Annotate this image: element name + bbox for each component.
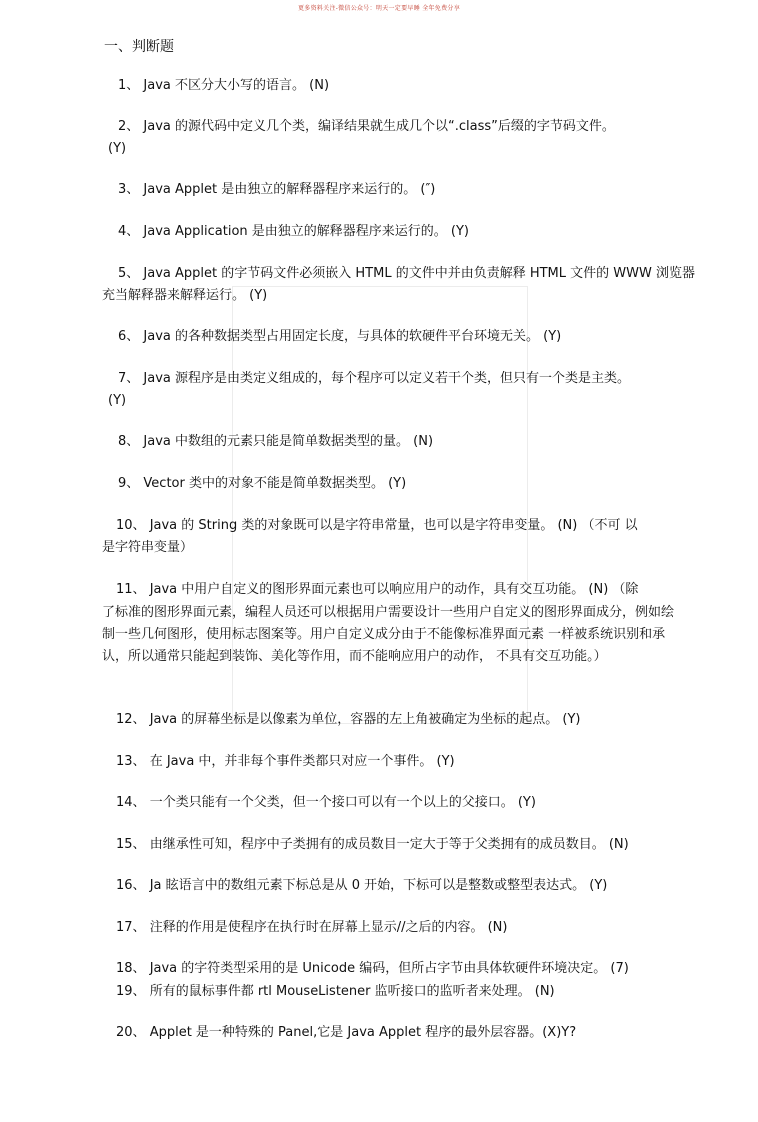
question-number: 11、 [116,582,146,597]
question-20 [116,1023,576,1043]
question-text: Java 的源代码中定义几个类，编译结果就生成几个以“.class”后缀的字节码文件。 [143,119,615,134]
question-10 [116,516,638,536]
question-number: 13、 [116,754,146,769]
question-text: Java 中用户自定义的图形界面元素也可以响应用户的动作，具有交互功能。 (N) （除 [149,582,639,597]
question-number: 15、 [116,837,146,852]
question-9 [118,474,406,494]
question-5 [118,264,695,284]
question-text: Java 不区分大小写的语言。 (N) [143,78,330,93]
question-text: Java 的屏幕坐标是以像素为单位，容器的左上角被确定为坐标的起点。 (Y) [149,712,581,727]
question-12 [116,710,581,730]
question-text: 一个类只能有一个父类，但一个接口可以有一个以上的父接口。 (Y) [149,795,536,810]
question-number: 5、 [118,266,140,281]
question-4 [118,222,469,242]
question-16 [116,876,607,896]
question-2-continuation: (Y) [108,141,127,156]
section-title: 一、判断题 [104,39,174,55]
question-11-continuation: 了标准的图形界面元素，编程人员还可以根据用户需要设计一些用户自定义的图形界面成分，例如绘制一些几何图形，使用标志图案等。用户自定义成分由于不能像标准界面元素 一样被系统识别和承认，所以通常只能起到装饰、美化等作用，而不能响应用户的动作， 不具有交互功能。） [102,605,675,664]
question-number: 2、 [118,119,140,134]
question-text: 注释的作用是使程序在执行时在屏幕上显示//之后的内容。 (N) [149,920,508,935]
question-number: 18、 [116,961,146,976]
question-text: Vector 类中的对象不能是简单数据类型。 (Y) [143,476,407,491]
question-18 [116,959,629,979]
question-text: Java 的字符类型采用的是 Unicode 编码，但所占字节由具体软硬件环境决定。 (7) [149,961,629,976]
question-7 [118,369,630,389]
question-number: 7、 [118,371,140,386]
question-text: Java Applet 是由独立的解释器程序来运行的。 (″) [143,182,436,197]
question-11 [116,580,638,600]
question-number: 14、 [116,795,146,810]
question-7-continuation: (Y) [108,393,127,408]
question-3 [118,180,435,200]
question-text: 由继承性可知，程序中子类拥有的成员数目一定大于等于父类拥有的成员数目。 (N) [149,837,629,852]
question-text: 在 Java 中，并非每个事件类都只对应一个事件。 (Y) [149,754,455,769]
question-number: 17、 [116,920,146,935]
question-text: Java 的 String 类的对象既可以是字符串常量，也可以是字符串变量。 (N) （不可 以 [149,518,638,533]
question-5-continuation: 充当解释器来解释运行。 (Y) [102,288,268,303]
question-13 [116,752,455,772]
question-number: 6、 [118,329,140,344]
question-6 [118,327,561,347]
question-text: Applet 是一种特殊的 Panel,它是 Java Applet 程序的最外层容器。(X)Y? [149,1025,577,1040]
question-text: Java 的各种数据类型占用固定长度，与具体的软硬件平台环境无关。 (Y) [143,329,562,344]
question-8 [118,432,433,452]
question-text: Java 中数组的元素只能是简单数据类型的量。 (N) [143,434,434,449]
question-number: 8、 [118,434,140,449]
question-19 [116,982,555,1002]
question-text: Java Application 是由独立的解释器程序来运行的。 (Y) [143,224,469,239]
question-2 [118,117,615,137]
question-number: 12、 [116,712,146,727]
question-14 [116,793,536,813]
question-number: 4、 [118,224,140,239]
question-number: 19、 [116,984,146,999]
question-text: 所有的鼠标事件都 rtl MouseListener 监听接口的监听者来处理。 (N) [149,984,555,999]
question-10-continuation: 是字符串变量） [102,540,194,555]
watermark-banner: 更多资料关注-微信公众号：明天一定要早睡 全年免费分享 [297,5,461,12]
question-number: 1、 [118,78,140,93]
question-17 [116,918,507,938]
question-number: 16、 [116,878,146,893]
question-text: Java Applet 的字节码文件必须嵌入 HTML 的文件中并由负责解释 HTML 文件的 WWW 浏览器 [143,266,695,281]
question-text: Ja 眩语言中的数组元素下标总是从 0 开始，下标可以是整数或整型表达式。 (Y) [149,878,608,893]
question-number: 3、 [118,182,140,197]
question-number: 10、 [116,518,146,533]
question-number: 20、 [116,1025,146,1040]
question-text: Java 源程序是由类定义组成的，每个程序可以定义若干个类，但只有一个类是主类。 [143,371,631,386]
question-1 [118,76,329,96]
question-15 [116,835,629,855]
question-number: 9、 [118,476,140,491]
